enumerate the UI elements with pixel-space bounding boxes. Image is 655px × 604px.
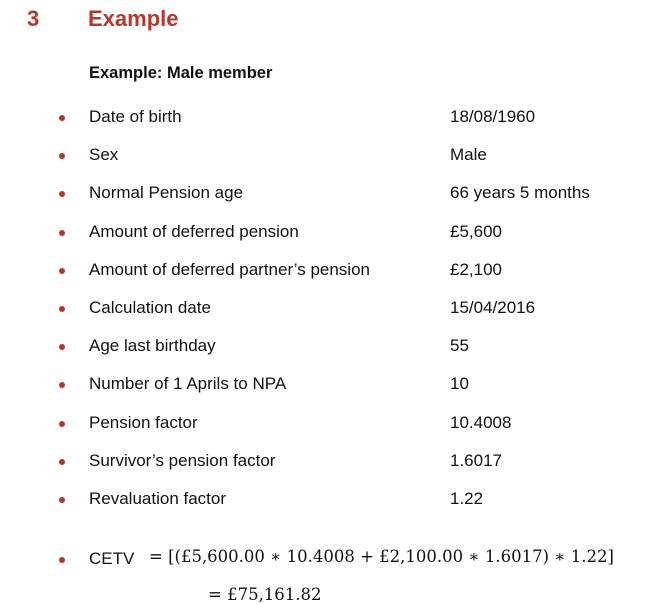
item-value: 1.22 [450, 488, 484, 508]
item-value: 10 [450, 374, 469, 394]
bullet-icon [59, 230, 65, 236]
item-label: Date of birth [89, 107, 182, 126]
bullet-icon [59, 459, 65, 465]
bullet-icon [59, 153, 65, 159]
bullet-icon [59, 557, 65, 563]
item-label: Number of 1 Aprils to NPA [89, 374, 287, 394]
example-subheading: Example: Male member [89, 64, 273, 82]
list-item [0, 486, 655, 524]
item-value: £2,100 [450, 259, 502, 279]
cetv-label: CETV [89, 549, 135, 568]
list-item [0, 180, 655, 218]
bullet-icon [59, 421, 65, 427]
item-value: £5,600 [450, 221, 502, 241]
list-item [0, 104, 655, 142]
bullet-icon [59, 497, 65, 503]
item-value: 66 years 5 months [450, 183, 590, 203]
list-item [0, 371, 655, 409]
item-label: Age last birthday [89, 336, 216, 356]
bullet-icon [59, 344, 65, 350]
bullet-icon [59, 382, 65, 388]
item-value: 15/04/2016 [450, 297, 536, 317]
item-label: Survivor’s pension factor [89, 450, 276, 470]
section-number: 3 [27, 6, 40, 31]
item-value: 1.6017 [450, 450, 502, 470]
list-item [0, 448, 655, 486]
member-details-list [0, 104, 655, 524]
list-item [0, 257, 655, 295]
item-value: 18/08/1960 [450, 107, 536, 126]
list-item [0, 295, 655, 333]
bullet-icon [59, 306, 65, 312]
section-title: Example [88, 6, 179, 31]
bullet-icon [59, 115, 65, 121]
item-value: Male [450, 145, 487, 165]
item-label: Sex [89, 145, 119, 165]
bullet-icon [59, 191, 65, 197]
item-label: Calculation date [89, 297, 211, 317]
cetv-formula: = [(£5,600.00 ∗ 10.4008 + £2,100.00 ∗ 1.6017) ∗ 1.22] [149, 547, 614, 566]
list-item [0, 333, 655, 371]
item-label: Revaluation factor [89, 488, 227, 508]
bullet-icon [59, 268, 65, 274]
item-value: 55 [450, 336, 469, 356]
item-label: Amount of deferred pension [89, 221, 299, 241]
item-value: 10.4008 [450, 412, 512, 432]
cetv-result: = £75,161.82 [208, 585, 322, 604]
list-item [0, 410, 655, 448]
list-item [0, 219, 655, 257]
item-label: Amount of deferred partner’s pension [89, 259, 370, 279]
item-label: Normal Pension age [89, 183, 244, 203]
list-item [0, 142, 655, 180]
item-label: Pension factor [89, 412, 198, 432]
